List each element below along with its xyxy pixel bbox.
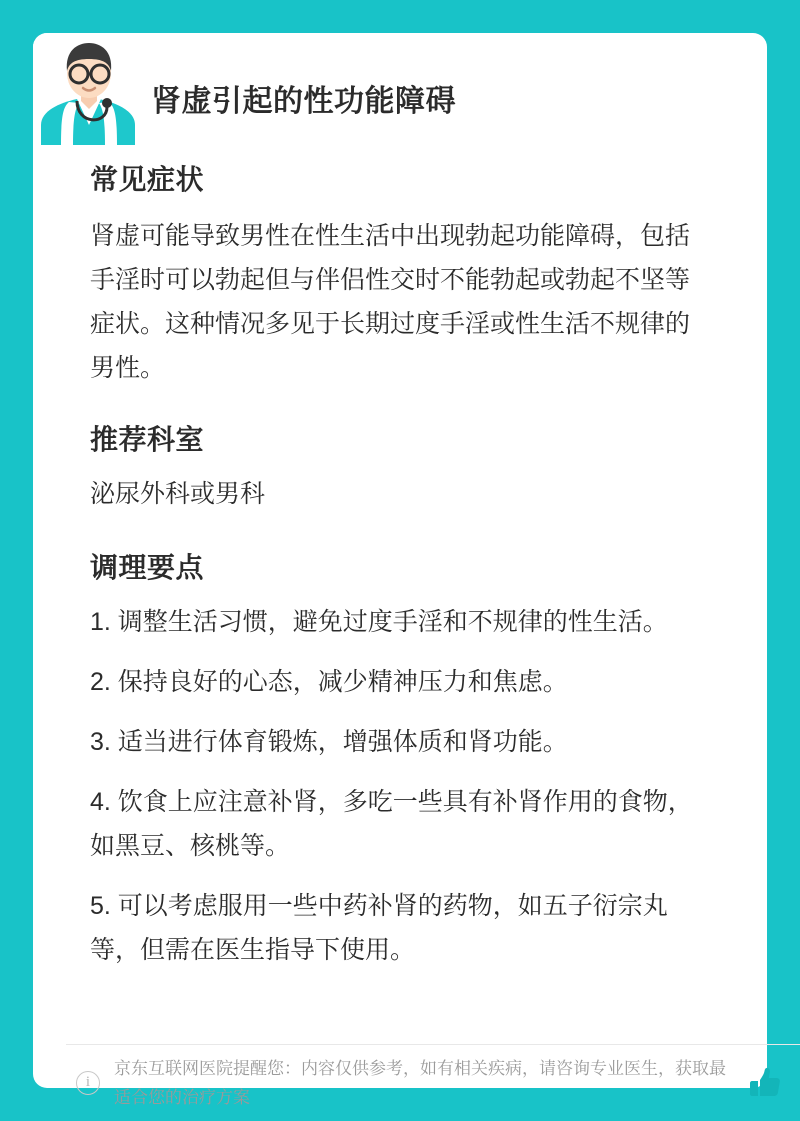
doctor-avatar-icon bbox=[33, 33, 145, 145]
thumbs-up-icon[interactable] bbox=[748, 1066, 782, 1100]
info-card bbox=[33, 33, 767, 1107]
tip-item-3: 3. 适当进行体育锻炼，增强体质和肾功能。 bbox=[90, 728, 568, 756]
article-body bbox=[90, 158, 710, 988]
section-heading-tips: 调理要点 bbox=[90, 552, 205, 583]
tip-item-5: 5. 可以考虑服用一些中药补肾的药物，如五子衍宗丸等，但需在医生指导下使用。 bbox=[90, 892, 668, 964]
section-heading-symptoms: 常见症状 bbox=[90, 164, 205, 195]
tip-item-4: 4. 饮食上应注意补肾，多吃一些具有补肾作用的食物，如黑豆、核桃等。 bbox=[90, 788, 693, 860]
tip-item-2: 2. 保持良好的心态，减少精神压力和焦虑。 bbox=[90, 668, 568, 696]
tip-item-1: 1. 调整生活习惯，避免过度手淫和不规律的性生活。 bbox=[90, 608, 668, 636]
info-icon: i bbox=[76, 1071, 100, 1095]
footer bbox=[66, 1045, 800, 1121]
section-heading-department: 推荐科室 bbox=[90, 424, 205, 455]
page-title: 肾虚引起的性功能障碍 bbox=[151, 85, 456, 118]
disclaimer-text: 京东互联网医院提醒您：内容仅供参考，如有相关疾病，请咨询专业医生，获取最适合您的治疗方案 bbox=[114, 1059, 726, 1107]
section-text-department: 泌尿外科或男科 bbox=[90, 480, 266, 508]
section-text-symptoms: 肾虚可能导致男性在性生活中出现勃起功能障碍，包括手淫时可以勃起但与伴侣性交时不能勃起或勃起不坚等症状。这种情况多见于长期过度手淫或性生活不规律的男性。 bbox=[90, 222, 691, 382]
